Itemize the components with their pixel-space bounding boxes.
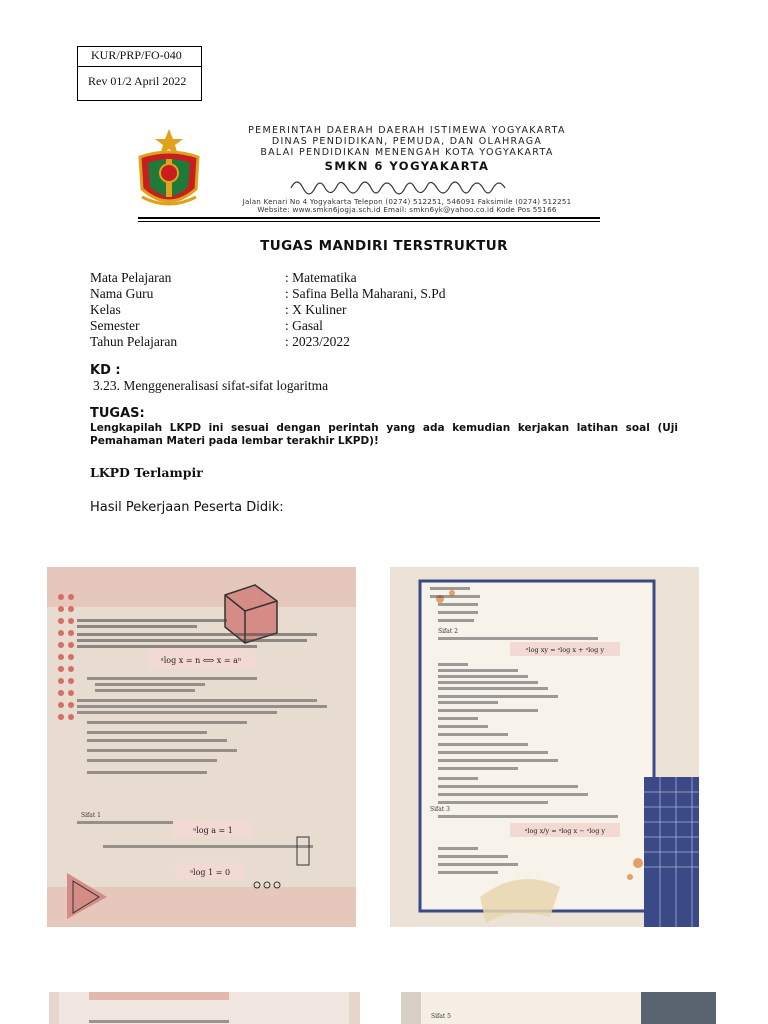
kd-text: 3.23. Menggeneralisasi sifat-sifat logaritma	[93, 378, 329, 393]
info-label: Nama Guru	[90, 286, 154, 301]
info-row	[90, 334, 590, 350]
info-value: : Safina Bella Maharani, S.Pd	[285, 286, 446, 301]
photo1-formula-log-one: ᵃlog 1 = 0	[189, 868, 231, 877]
letterhead-office: BALAI PENDIDIKAN MENENGAH KOTA YOGYAKARTA	[260, 147, 554, 158]
info-label: Tahun Pelajaran	[90, 334, 178, 349]
tugas-heading: TUGAS:	[90, 406, 145, 421]
lkpd-attached-label: LKPD Terlampir	[90, 465, 203, 480]
info-row	[90, 286, 590, 302]
info-label: Mata Pelajaran	[90, 270, 172, 285]
photo2-formula-sifat3: ᵃlog x/y = ᵃlog x − ᵃlog y	[524, 827, 606, 835]
photo2-formula-sifat2: ᵃlog xy = ᵃlog x + ᵃlog y	[525, 646, 605, 654]
student-work-photo-4	[401, 992, 716, 1024]
photo2-sifat3-label: Sifat 3	[430, 806, 450, 813]
info-row	[90, 302, 590, 318]
letterhead-contact: Website: www.smkn6jogja.sch.id Email: smkn6yk@yahoo.co.id Kode Pos 55166	[257, 205, 557, 215]
photo1-sifat-label: Sifat 1	[81, 812, 101, 819]
info-value: : X Kuliner	[285, 302, 347, 317]
photo1-formula-definition: ᵃlog x = n ⟺ x = aⁿ	[160, 656, 242, 665]
kd-heading: KD :	[90, 363, 121, 378]
code-divider	[78, 66, 201, 67]
document-revision: Rev 01/2 April 2022	[88, 74, 187, 88]
page-title: TUGAS MANDIRI TERSTRUKTUR	[260, 238, 508, 254]
photo4-sifat-label: Sifat 5	[431, 1013, 451, 1020]
letterhead-school: SMKN 6 YOGYAKARTA	[324, 159, 490, 173]
info-label: Kelas	[90, 302, 121, 317]
student-work-photo-1	[47, 567, 356, 927]
document-code-box	[77, 46, 202, 101]
info-value: : Matematika	[285, 270, 357, 285]
letterhead-javanese-script	[214, 174, 600, 198]
letterhead-address: Jalan Kenari No 4 Yogyakarta Telepon (0274) 512251, 546091 Faksimile (0274) 512251	[242, 197, 572, 206]
letterhead	[130, 125, 600, 223]
info-row	[90, 318, 590, 334]
info-row	[90, 270, 590, 286]
document-code: KUR/PRP/FO-040	[91, 48, 182, 62]
letterhead-government: PEMERINTAH DAERAH DAERAH ISTIMEWA YOGYAKARTA	[248, 125, 566, 136]
letterhead-rule-thick	[138, 217, 600, 219]
letterhead-rule-thin	[138, 221, 600, 222]
info-value: : Gasal	[285, 318, 323, 333]
photo1-formula-sifat1: ᵃlog a = 1	[193, 826, 233, 835]
info-value: : 2023/2022	[285, 334, 350, 349]
info-label: Semester	[90, 318, 140, 333]
tugas-instructions: Lengkapilah LKPD ini sesuai dengan perintah yang ada kemudian kerjakan latihan soal (Uji Pemahaman Materi pada lembar terakhir LKPD)!	[90, 422, 678, 447]
diy-crest-icon	[134, 127, 204, 215]
photo2-sifat2-label: Sifat 2	[438, 628, 458, 635]
student-work-label: Hasil Pekerjaan Peserta Didik:	[90, 500, 284, 515]
assignment-info	[90, 270, 590, 350]
letterhead-department: DINAS PENDIDIKAN, PEMUDA, DAN OLAHRAGA	[271, 136, 543, 147]
student-work-photo-3	[49, 992, 360, 1024]
student-work-photo-2	[390, 567, 699, 927]
